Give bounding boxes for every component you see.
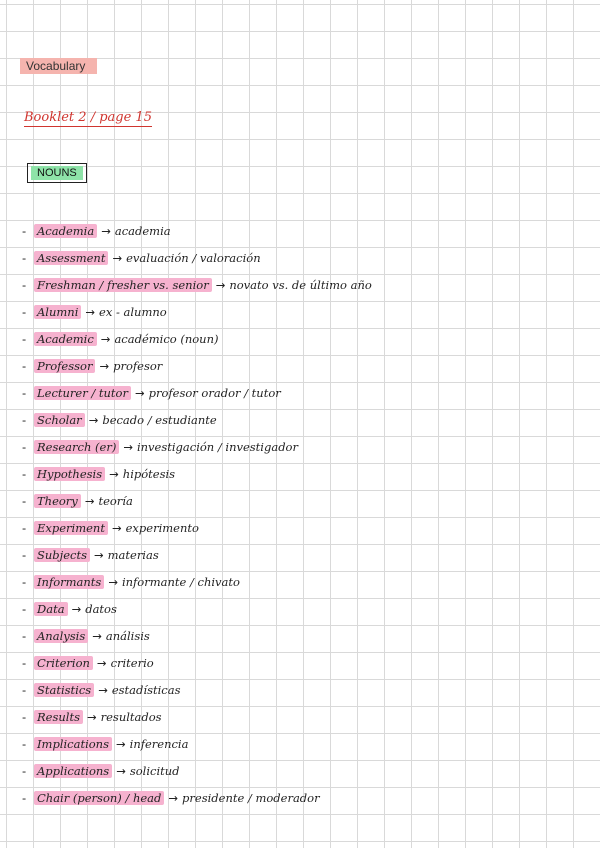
vocab-row [22, 784, 372, 811]
vocab-term: Scholar [34, 413, 85, 427]
vocab-term: Theory [34, 494, 81, 508]
arrow-icon: → [101, 223, 111, 238]
vocab-row [22, 352, 372, 379]
bullet-dash: - [22, 547, 27, 562]
vocab-translation: académico (noun) [114, 331, 219, 346]
vocab-row [22, 676, 372, 703]
bullet-dash: - [22, 763, 27, 778]
vocab-row [22, 649, 372, 676]
vocab-translation: ex - alumno [99, 304, 167, 319]
vocab-term: Alumni [34, 305, 81, 319]
vocab-row [22, 568, 372, 595]
vocab-translation: profesor [113, 358, 163, 373]
vocab-row [22, 244, 372, 271]
vocab-term: Analysis [34, 629, 88, 643]
vocab-term: Results [34, 710, 83, 724]
vocab-translation: análisis [105, 628, 150, 643]
bullet-dash: - [22, 331, 27, 346]
bullet-dash: - [22, 682, 27, 697]
vocab-row [22, 298, 372, 325]
vocab-row [22, 730, 372, 757]
vocabulary-list [22, 217, 372, 811]
vocab-term: Criterion [34, 656, 93, 670]
bullet-dash: - [22, 466, 27, 481]
vocab-term: Subjects [34, 548, 90, 562]
vocab-row [22, 541, 372, 568]
vocab-row [22, 271, 372, 298]
vocab-row [22, 757, 372, 784]
vocab-translation: profesor orador / tutor [148, 385, 281, 400]
bullet-dash: - [22, 709, 27, 724]
bullet-dash: - [22, 250, 27, 265]
vocab-translation: resultados [100, 709, 162, 724]
arrow-icon: → [96, 655, 107, 670]
vocab-row [22, 433, 372, 460]
vocab-translation: hipótesis [122, 466, 176, 481]
nouns-heading: NOUNS [31, 166, 83, 180]
arrow-icon: → [215, 277, 226, 292]
vocab-translation: solicitud [129, 763, 180, 778]
bullet-dash: - [22, 223, 27, 238]
vocab-translation: materias [107, 547, 159, 562]
arrow-icon: → [112, 250, 123, 265]
vocab-term: Implications [34, 737, 112, 751]
vocab-translation: datos [85, 601, 117, 616]
arrow-icon: → [168, 790, 179, 805]
vocab-row [22, 487, 372, 514]
vocab-term: Lecturer / tutor [34, 386, 131, 400]
bullet-dash: - [22, 574, 27, 589]
arrow-icon: → [99, 358, 110, 373]
vocab-term: Professor [34, 359, 95, 373]
bullet-dash: - [22, 439, 27, 454]
arrow-icon: → [123, 439, 133, 454]
bullet-dash: - [22, 790, 27, 805]
arrow-icon: → [111, 520, 122, 535]
bullet-dash: - [22, 304, 27, 319]
vocab-translation: novato vs. de último año [229, 277, 372, 292]
vocab-translation: investigación / investigador [136, 439, 298, 454]
vocab-term: Freshman / fresher vs. senior [34, 278, 212, 292]
vocab-translation: estadísticas [111, 682, 181, 697]
vocab-term: Informants [34, 575, 104, 589]
vocab-term: Applications [34, 764, 112, 778]
vocab-term: Data [34, 602, 68, 616]
vocab-row [22, 460, 372, 487]
arrow-icon: → [116, 736, 126, 751]
vocab-term: Academic [34, 332, 97, 346]
vocab-term: Hypothesis [34, 467, 105, 481]
bullet-dash: - [22, 655, 27, 670]
vocab-term: Research (er) [34, 440, 119, 454]
vocab-translation: inferencia [129, 736, 189, 751]
vocab-row [22, 595, 372, 622]
booklet-reference: Booklet 2 / page 15 [24, 110, 152, 125]
bullet-dash: - [22, 412, 27, 427]
vocab-translation: presidente / moderador [182, 790, 320, 805]
arrow-icon: → [98, 682, 108, 697]
vocab-term: Academia [34, 224, 97, 238]
arrow-icon: → [86, 709, 97, 724]
bullet-dash: - [22, 628, 27, 643]
arrow-icon: → [100, 331, 111, 346]
bullet-dash: - [22, 358, 27, 373]
vocab-translation: academia [114, 223, 171, 238]
arrow-icon: → [134, 385, 145, 400]
vocab-row [22, 325, 372, 352]
vocab-row [22, 514, 372, 541]
bullet-dash: - [22, 601, 27, 616]
vocab-row [22, 622, 372, 649]
arrow-icon: → [88, 412, 99, 427]
bullet-dash: - [22, 277, 27, 292]
bullet-dash: - [22, 385, 27, 400]
vocab-term: Experiment [34, 521, 108, 535]
bullet-dash: - [22, 736, 27, 751]
bullet-dash: - [22, 520, 27, 535]
vocab-translation: becado / estudiante [102, 412, 217, 427]
vocab-translation: informante / chivato [121, 574, 240, 589]
arrow-icon: → [71, 601, 82, 616]
vocab-translation: evaluación / valoración [126, 250, 261, 265]
arrow-icon: → [85, 304, 96, 319]
vocabulary-tag: Vocabulary [20, 58, 97, 74]
vocab-row [22, 217, 372, 244]
vocab-term: Statistics [34, 683, 94, 697]
arrow-icon: → [109, 466, 119, 481]
arrow-icon: → [116, 763, 126, 778]
vocab-translation: teoría [98, 493, 133, 508]
vocab-row [22, 406, 372, 433]
bullet-dash: - [22, 493, 27, 508]
arrow-icon: → [92, 628, 102, 643]
arrow-icon: → [93, 547, 104, 562]
nouns-heading-box [27, 163, 87, 183]
vocab-translation: experimento [125, 520, 199, 535]
vocab-term: Assessment [34, 251, 108, 265]
vocab-row [22, 379, 372, 406]
arrow-icon: → [108, 574, 118, 589]
vocab-row [22, 703, 372, 730]
vocab-translation: criterio [110, 655, 154, 670]
arrow-icon: → [84, 493, 95, 508]
vocab-term: Chair (person) / head [34, 791, 164, 805]
